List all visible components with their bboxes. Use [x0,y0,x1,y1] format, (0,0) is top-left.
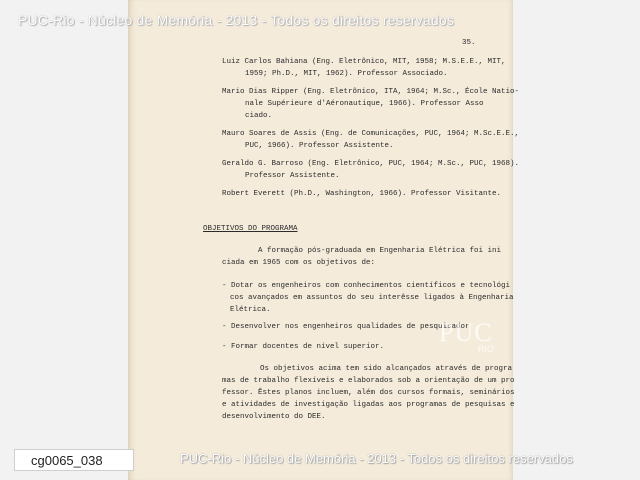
watermark-bottom: PUC-Rio - Núcleo de Memória - 2013 - Todos os direitos reservados [180,451,573,466]
document-id-label: cg0065_038 [14,449,134,471]
puc-logo-subtext: RIO [478,344,495,354]
section-title: OBJETIVOS DO PROGRAMA [203,225,298,233]
faculty-line: Professor Assistente. [245,172,340,180]
bullet-line: - Desenvolver nos engenheiros qualidades de pesquisador [222,323,470,331]
paragraph-line: e atividades de investigação ligadas aos programas de pesquisas e [222,401,515,409]
paragraph-line: Os objetivos acima tem sido alcançados através de progra [260,365,513,373]
faculty-line: 1959; Ph.D., MIT, 1962). Professor Associado. [245,70,448,78]
faculty-line: nale Supérieure d'Aéronautique, 1966). Professor Asso [245,100,484,108]
faculty-line: Mario Dias Ripper (Eng. Eletrônico, ITA, 1964; M.Sc., École Natio- [222,88,520,96]
faculty-line: Robert Everett (Ph.D., Washington, 1966). Professor Visitante. [222,190,502,198]
faculty-line: Geraldo G. Barroso (Eng. Eletrônico, PUC, 1964; M.Sc., PUC, 1968). [222,160,520,168]
faculty-line: PUC, 1966). Professor Assistente. [245,142,394,150]
paragraph-line: fessor. Êstes planos incluem, além dos cursos formais, seminários [222,389,515,397]
page-number: 35. [462,39,476,47]
faculty-line: ciado. [245,112,273,120]
bullet-line: - Formar docentes de nível superior. [222,343,385,351]
paragraph-line: mas de trabalho flexíveis e elaborados sob a orientação de um pro [222,377,515,385]
paragraph-line: ciada em 1965 com os objetivos de: [222,259,376,267]
paragraph-line: desenvolvimento do DEE. [222,413,326,421]
bullet-line: - Dotar os engenheiros com conhecimentos científicos e tecnológi [222,282,511,290]
puc-logo-watermark: PUC [439,318,493,347]
right-margin [513,0,640,480]
bullet-line: cos avançados em assuntos do seu interêsse ligados à Engenharia [230,294,514,302]
left-margin [0,0,128,480]
faculty-line: Mauro Soares de Assis (Eng. de Comunicações, PUC, 1964; M.Sc.E.E., [222,130,520,138]
faculty-line: Luiz Carlos Bahiana (Eng. Eletrônico, MIT, 1958; M.S.E.E., MIT, [222,58,506,66]
paragraph-line: A formação pós-graduada em Engenharia Elétrica foi ini [258,247,502,255]
watermark-top: PUC-Rio - Núcleo de Memória - 2013 - Todos os direitos reservados [18,12,455,28]
bullet-line: Elétrica. [230,306,271,314]
